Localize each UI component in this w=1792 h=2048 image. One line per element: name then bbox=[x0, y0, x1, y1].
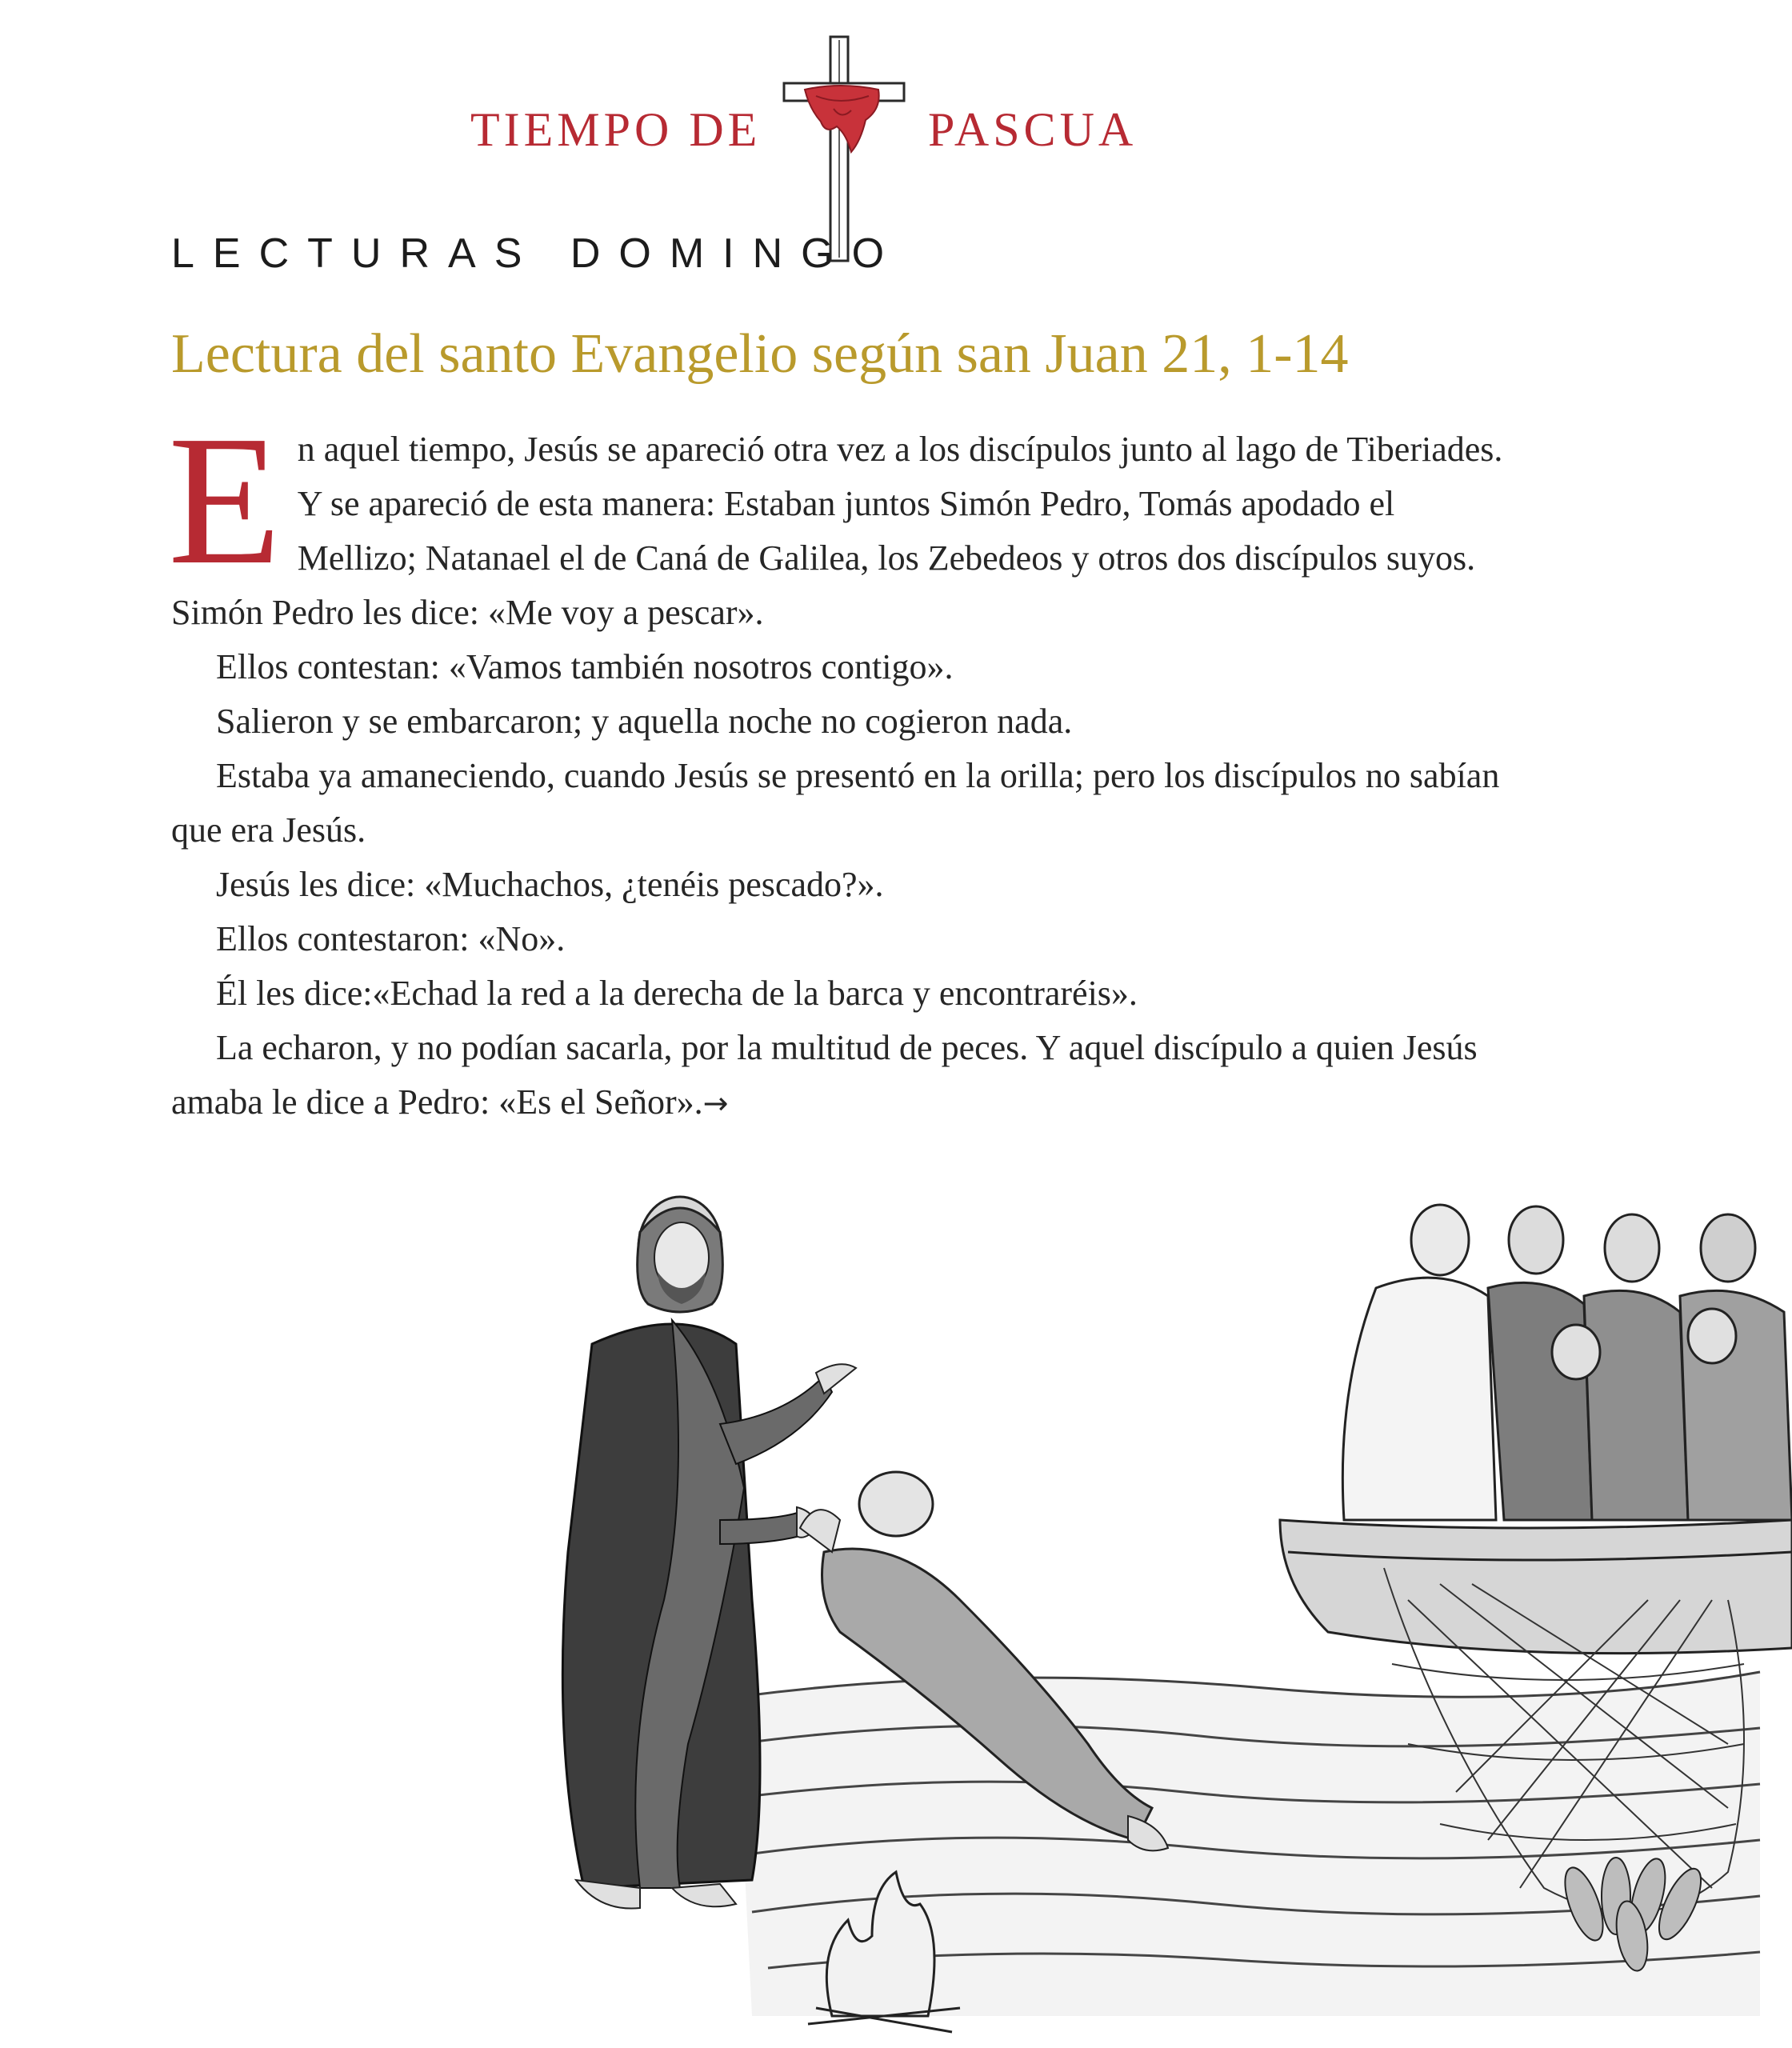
paragraph-5: Jesús les dice: «Muchachos, ¿tenéis pescado?». bbox=[216, 865, 884, 904]
illustration-miraculous-catch bbox=[480, 1184, 1792, 2048]
paragraph-1 bbox=[168, 398, 1507, 640]
paragraph-4: Estaba ya amaneciendo, cuando Jesús se presentó en la orilla; pero los discípulos no sabían que era Jesús. bbox=[171, 756, 1500, 850]
paragraph-6: Ellos contestaron: «No». bbox=[216, 919, 566, 958]
section-label: LECTURAS DOMINGO bbox=[171, 230, 903, 277]
disciples-in-boat bbox=[1342, 1205, 1792, 1520]
paragraph-8-text: La echaron, y no podían sacarla, por la multitud de peces. Y aquel discípulo a quien Jesús amaba le dice a Pedro: «Es el Señor». bbox=[171, 1028, 1478, 1122]
header-title-right: PASCUA bbox=[928, 103, 1138, 156]
boat bbox=[1280, 1520, 1792, 1654]
reading-title: Lectura del santo Evangelio según san Juan 21, 1-14 bbox=[171, 323, 1349, 385]
drop-cap: E bbox=[168, 398, 282, 603]
continue-arrow-icon: → bbox=[702, 1086, 729, 1121]
paragraph-1-text: n aquel tiempo, Jesús se apareció otra vez a los discípulos junto al lago de Tiberiades. Y se apareció de esta manera: Estaban juntos Simón Pedro, Tomás apodado el Mellizo; Natanael el de Caná de Galilea, los Zebedeos y otros dos discípulos suyos. Simón Pedro les dice: «Me voy a pescar». bbox=[171, 430, 1503, 632]
paragraph-7: Él les dice:«Echad la red a la derecha de la barca y encontraréis». bbox=[216, 974, 1138, 1013]
paragraph-3: Salieron y se embarcaron; y aquella noche no cogieron nada. bbox=[216, 702, 1073, 741]
reading-body bbox=[168, 398, 1507, 1130]
paragraph-2: Ellos contestan: «Vamos también nosotros contigo». bbox=[216, 647, 954, 686]
paragraph-8 bbox=[171, 1021, 1507, 1130]
header-title-left: TIEMPO DE bbox=[470, 103, 762, 156]
